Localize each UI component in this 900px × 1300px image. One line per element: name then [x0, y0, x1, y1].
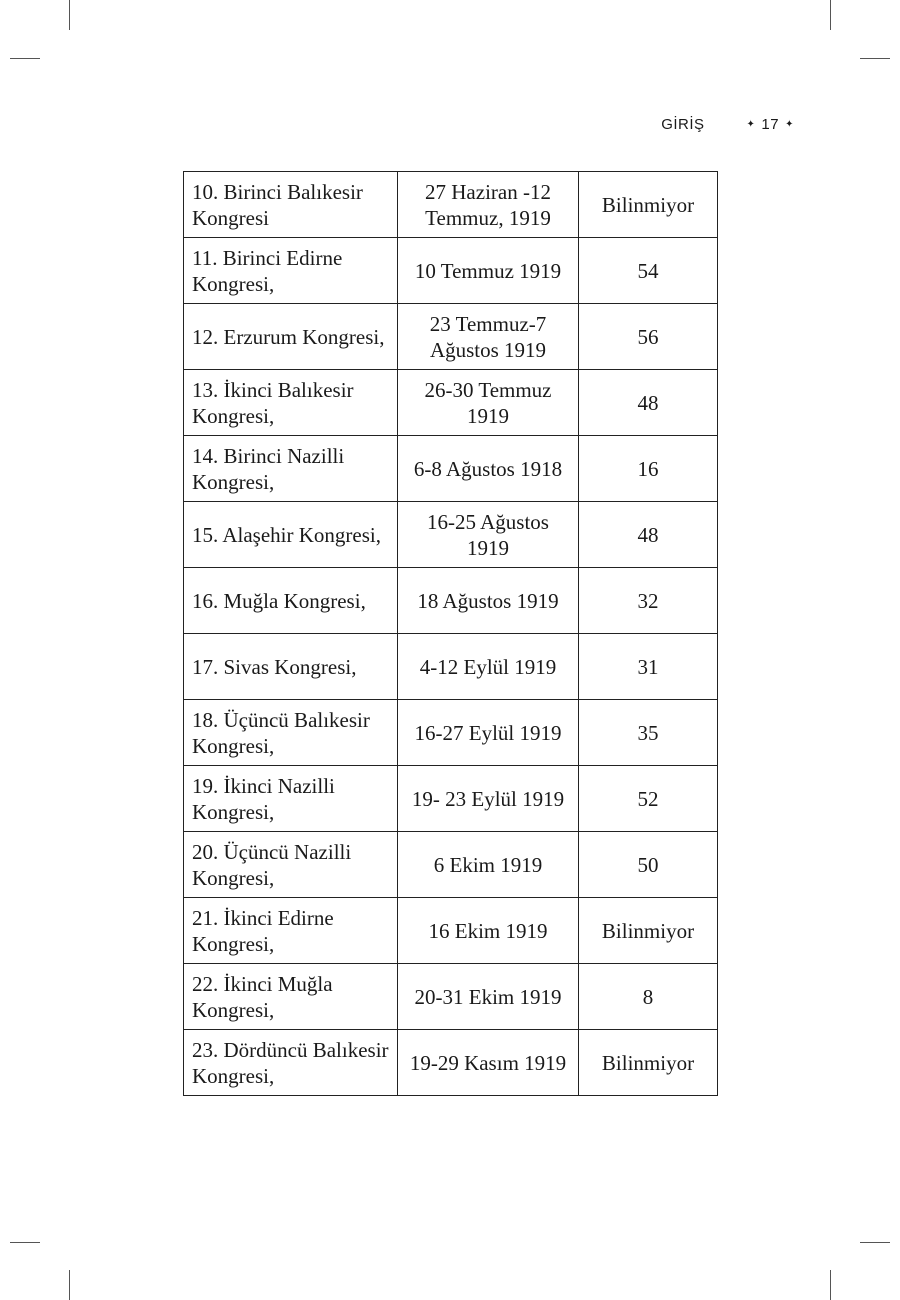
table-row [184, 502, 718, 568]
congress-name-cell: 20. Üçüncü Nazilli Kongresi, [184, 832, 398, 898]
crop-mark [860, 58, 890, 59]
delegate-count-cell: 32 [579, 568, 718, 634]
congress-table-body [184, 172, 718, 1096]
congress-date-cell: 6 Ekim 1919 [398, 832, 579, 898]
congress-date-cell: 10 Temmuz 1919 [398, 238, 579, 304]
crop-mark [860, 1242, 890, 1243]
crop-mark [830, 0, 831, 30]
congress-date-cell: 26-30 Temmuz 1919 [398, 370, 579, 436]
table-row [184, 370, 718, 436]
table-row [184, 964, 718, 1030]
delegate-count-cell: Bilinmiyor [579, 172, 718, 238]
table-row [184, 304, 718, 370]
table-row [184, 1030, 718, 1096]
congress-name-cell: 14. Birinci Nazilli Kongresi, [184, 436, 398, 502]
congress-date-cell: 6-8 Ağustos 1918 [398, 436, 579, 502]
delegate-count-cell: 54 [579, 238, 718, 304]
running-head [661, 116, 800, 133]
congress-name-cell: 19. İkinci Nazilli Kongresi, [184, 766, 398, 832]
delegate-count-cell: 31 [579, 634, 718, 700]
congress-name-cell: 23. Dördüncü Balıkesir Kongresi, [184, 1030, 398, 1096]
delegate-count-cell: 48 [579, 370, 718, 436]
congress-name-cell: 15. Alaşehir Kongresi, [184, 502, 398, 568]
congress-table [183, 171, 718, 1096]
table-row [184, 568, 718, 634]
delegate-count-cell: 8 [579, 964, 718, 1030]
congress-date-cell: 19-29 Kasım 1919 [398, 1030, 579, 1096]
delegate-count-cell: 16 [579, 436, 718, 502]
congress-date-cell: 27 Haziran -12 Temmuz, 1919 [398, 172, 579, 238]
delegate-count-cell: 35 [579, 700, 718, 766]
congress-name-cell: 10. Birinci Balıkesir Kongresi [184, 172, 398, 238]
delegate-count-cell: 52 [579, 766, 718, 832]
congress-date-cell: 23 Temmuz-7 Ağustos 1919 [398, 304, 579, 370]
delegate-count-cell: Bilinmiyor [579, 1030, 718, 1096]
crop-mark [69, 0, 70, 30]
section-title: GİRİŞ [661, 116, 705, 133]
table-row [184, 172, 718, 238]
crop-mark [69, 1270, 70, 1300]
congress-date-cell: 18 Ağustos 1919 [398, 568, 579, 634]
congress-name-cell: 22. İkinci Muğla Kongresi, [184, 964, 398, 1030]
crop-mark [10, 1242, 40, 1243]
congress-date-cell: 4-12 Eylül 1919 [398, 634, 579, 700]
table-row [184, 766, 718, 832]
page-number: 17 [761, 116, 780, 133]
congress-date-cell: 16-27 Eylül 1919 [398, 700, 579, 766]
congress-date-cell: 20-31 Ekim 1919 [398, 964, 579, 1030]
crop-mark [10, 58, 40, 59]
congress-name-cell: 16. Muğla Kongresi, [184, 568, 398, 634]
table-row [184, 898, 718, 964]
table-row [184, 436, 718, 502]
delegate-count-cell: 48 [579, 502, 718, 568]
table-row [184, 634, 718, 700]
congress-name-cell: 17. Sivas Kongresi, [184, 634, 398, 700]
crop-mark [830, 1270, 831, 1300]
delegate-count-cell: 50 [579, 832, 718, 898]
ornament-icon: ✦ [785, 119, 794, 130]
congress-name-cell: 18. Üçüncü Balıkesir Kongresi, [184, 700, 398, 766]
congress-name-cell: 11. Birinci Edirne Kongresi, [184, 238, 398, 304]
congress-name-cell: 13. İkinci Balıkesir Kongresi, [184, 370, 398, 436]
delegate-count-cell: Bilinmiyor [579, 898, 718, 964]
congress-date-cell: 16-25 Ağustos 1919 [398, 502, 579, 568]
congress-name-cell: 12. Erzurum Kongresi, [184, 304, 398, 370]
table-row [184, 238, 718, 304]
ornament-icon: ✦ [746, 119, 756, 130]
table-row [184, 832, 718, 898]
congress-date-cell: 19- 23 Eylül 1919 [398, 766, 579, 832]
delegate-count-cell: 56 [579, 304, 718, 370]
congress-name-cell: 21. İkinci Edirne Kongresi, [184, 898, 398, 964]
congress-date-cell: 16 Ekim 1919 [398, 898, 579, 964]
table-row [184, 700, 718, 766]
